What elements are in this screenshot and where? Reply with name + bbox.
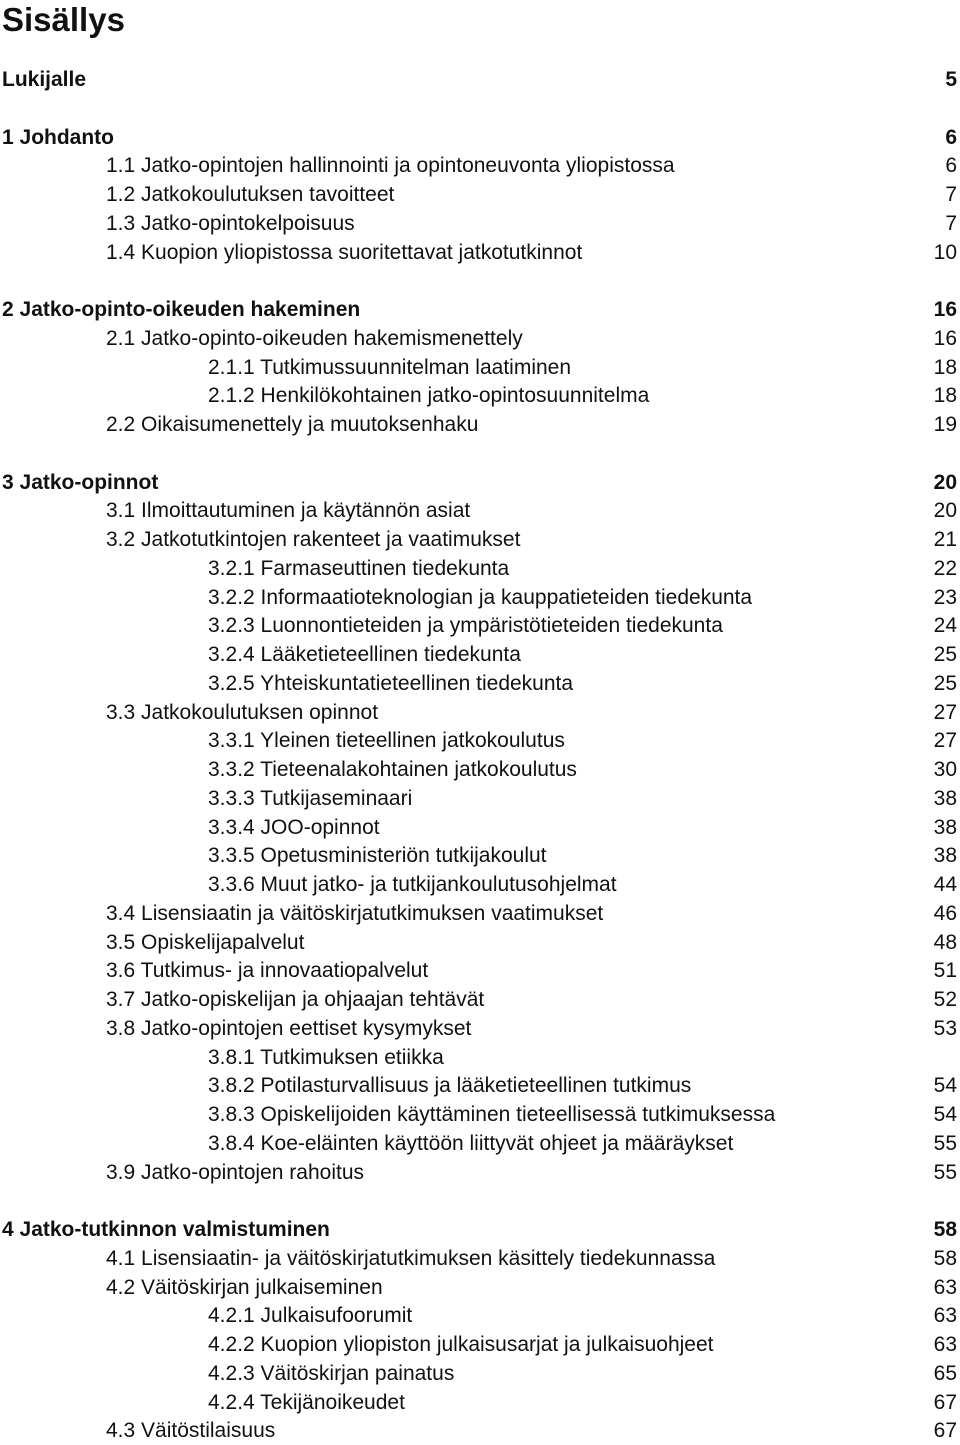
toc-entry-title: 3.6 Tutkimus- ja innovaatiopalvelut: [106, 959, 429, 983]
toc-entry-page-number: 30: [933, 758, 957, 781]
toc-entry[interactable]: [0, 497, 960, 525]
toc-entry-title: 3.5 Opiskelijapalvelut: [106, 930, 305, 954]
toc-entry[interactable]: [0, 756, 960, 784]
toc-entry[interactable]: [0, 1216, 960, 1244]
toc-entry-title: 1.1 Jatko-opintojen hallinnointi ja opintoneuvonta yliopistossa: [106, 154, 675, 178]
toc-entry-page-number: 7: [945, 183, 957, 206]
toc-entry[interactable]: [0, 382, 960, 410]
toc-entry-page-number: 67: [933, 1419, 957, 1443]
toc-entry[interactable]: [0, 1245, 960, 1273]
toc-entry-page-number: 20: [933, 499, 957, 523]
toc-entry-title: 3.4 Lisensiaatin ja väitöskirjatutkimuksen vaatimukset: [106, 901, 604, 925]
toc-entry-page-number: 46: [933, 901, 957, 925]
toc-entry[interactable]: [0, 181, 960, 209]
toc-entry-page-number: 63: [933, 1304, 957, 1328]
toc-entry[interactable]: [0, 785, 960, 813]
toc-entry-page-number: 20: [933, 470, 957, 494]
toc-entry-page-number: 27: [933, 700, 957, 724]
toc-entry-title: 4.2.4 Tekijänoikeudet: [208, 1390, 405, 1414]
toc-entry-page-number: 52: [933, 988, 957, 1011]
toc-entry-page-number: 67: [933, 1390, 957, 1414]
toc-entry-page-number: 21: [933, 528, 957, 551]
toc-entry[interactable]: [0, 584, 960, 612]
toc-entry-title: 3.2.1 Farmaseuttinen tiedekunta: [208, 556, 510, 580]
toc-entry-page-number: 38: [933, 815, 957, 839]
toc-entry[interactable]: [0, 1302, 960, 1330]
toc-entry[interactable]: [0, 699, 960, 727]
toc-entry[interactable]: [0, 469, 960, 497]
toc-entry-title: 3.8.1 Tutkimuksen etiikka: [208, 1045, 444, 1069]
toc-entry-page-number: 51: [933, 959, 957, 983]
toc-entry[interactable]: [0, 957, 960, 985]
toc-entry[interactable]: [0, 986, 960, 1014]
toc-entry-page-number: 44: [933, 873, 957, 896]
toc-entry-title: 4.2.2 Kuopion yliopiston julkaisusarjat ja julkaisuohjeet: [208, 1333, 714, 1356]
toc-entry-title: 3.1 Ilmoittautuminen ja käytännön asiat: [106, 499, 471, 523]
toc-entry-page-number: 25: [933, 671, 957, 695]
toc-entry-title: 3.3 Jatkokoulutuksen opinnot: [106, 700, 379, 724]
toc-entry[interactable]: [0, 727, 960, 755]
toc-entry-page-number: 10: [933, 240, 957, 264]
toc-entry[interactable]: [0, 1389, 960, 1417]
toc-entry-page-number: 53: [933, 1016, 957, 1040]
page-title: Sisällys: [2, 1, 125, 38]
toc-entry-page-number: 27: [933, 729, 957, 753]
toc-entry-page-number: 65: [933, 1361, 957, 1385]
toc-entry-page-number: 54: [933, 1103, 957, 1126]
toc-entry-page-number: 63: [933, 1275, 957, 1299]
toc-entry-title: 4.2.1 Julkaisufoorumit: [208, 1304, 413, 1328]
toc-entry-page-number: 6: [945, 125, 957, 149]
toc-entry-page-number: 18: [933, 384, 957, 408]
toc-entry-title: 3.3.2 Tieteenalakohtainen jatkokoulutus: [208, 758, 577, 781]
toc-entry-title: 3.2.2 Informaatioteknologian ja kauppatieteiden tiedekunta: [208, 585, 753, 609]
toc-entry-page-number: 7: [945, 211, 957, 235]
toc-entry-page-number: 58: [933, 1246, 957, 1270]
toc-entry-title: 3.3.1 Yleinen tieteellinen jatkokoulutus: [208, 729, 565, 753]
toc-entry-title: 3.9 Jatko-opintojen rahoitus: [106, 1160, 364, 1184]
toc-entry[interactable]: [0, 1101, 960, 1129]
toc-entry-page-number: 63: [933, 1333, 957, 1356]
toc-entry-page-number: 54: [933, 1074, 957, 1098]
toc-entry-title: 3.2.3 Luonnontieteiden ja ympäristötieteiden tiedekunta: [208, 614, 723, 638]
toc-entry-page-number: 38: [933, 844, 957, 868]
toc-entry-title: 3.8.3 Opiskelijoiden käyttäminen tieteellisessä tutkimuksessa: [208, 1103, 776, 1126]
toc-entry-title: 4.2.3 Väitöskirjan painatus: [208, 1361, 455, 1385]
toc-entry-page-number: 16: [933, 326, 957, 350]
toc-entry[interactable]: [0, 239, 960, 267]
toc-entry[interactable]: [0, 1044, 960, 1072]
toc-entry-title: 3.3.3 Tutkijaseminaari: [208, 786, 413, 810]
toc-entry-title: 4.3 Väitöstilaisuus: [106, 1419, 276, 1443]
toc-entry[interactable]: [0, 612, 960, 640]
toc-entry[interactable]: [0, 871, 960, 899]
toc-entry-page-number: 55: [933, 1160, 957, 1184]
toc-entry-page-number: 23: [933, 585, 957, 609]
toc-entry-page-number: 55: [933, 1131, 957, 1155]
toc-entry-title: 2.1.1 Tutkimussuunnitelman laatiminen: [208, 355, 572, 379]
toc-entry-page-number: 18: [933, 355, 957, 379]
toc-entry[interactable]: [0, 641, 960, 669]
toc-entry-page-number: 48: [933, 930, 957, 954]
toc-entry-title: 1.2 Jatkokoulutuksen tavoitteet: [106, 183, 395, 206]
toc-entry[interactable]: [0, 325, 960, 353]
toc-entry-title: 1.4 Kuopion yliopistossa suoritettavat jatkotutkinnot: [106, 240, 583, 264]
toc-entry[interactable]: [0, 124, 960, 152]
toc-entry-title: 3.2.4 Lääketieteellinen tiedekunta: [208, 643, 521, 666]
toc-entry-page-number: 24: [933, 614, 957, 638]
toc-entry-page-number: 5: [945, 68, 957, 91]
toc-entry-page-number: 6: [945, 154, 957, 178]
toc-entry-title: 1 Johdanto: [2, 125, 115, 149]
toc-entry[interactable]: [0, 1417, 960, 1445]
toc-entry-title: 3.2 Jatkotutkintojen rakenteet ja vaatimukset: [106, 528, 521, 551]
toc-entry-title: 2.1.2 Henkilökohtainen jatko-opintosuunnitelma: [208, 384, 650, 408]
toc-entry[interactable]: [0, 814, 960, 842]
toc-entry[interactable]: [0, 1331, 960, 1359]
toc-entry[interactable]: [0, 1360, 960, 1388]
toc-entry-title: 2 Jatko-opinto-oikeuden hakeminen: [2, 298, 361, 321]
toc-entry-title: 3.3.5 Opetusministeriön tutkijakoulut: [208, 844, 547, 868]
toc-entry-title: 3.3.6 Muut jatko- ja tutkijankoulutusohjelmat: [208, 873, 617, 896]
toc-entry[interactable]: [0, 670, 960, 698]
toc-entry[interactable]: [0, 1159, 960, 1187]
toc-entry[interactable]: [0, 1015, 960, 1043]
toc-entry-title: 2.2 Oikaisumenettely ja muutoksenhaku: [106, 413, 479, 436]
toc-entry[interactable]: [0, 900, 960, 928]
toc-entry-page-number: 58: [933, 1218, 957, 1241]
toc-entry-page-number: 19: [933, 413, 957, 436]
toc-entry-title: 4 Jatko-tutkinnon valmistuminen: [2, 1218, 330, 1241]
toc-entry-title: 3.8.4 Koe-eläinten käyttöön liittyvät ohjeet ja määräykset: [208, 1131, 734, 1155]
toc-entry[interactable]: [0, 555, 960, 583]
toc-entry[interactable]: [0, 210, 960, 238]
toc-entry-title: 4.1 Lisensiaatin- ja väitöskirjatutkimuksen käsittely tiedekunnassa: [106, 1246, 716, 1270]
toc-entry-title: 3.8.2 Potilasturvallisuus ja lääketieteellinen tutkimus: [208, 1074, 692, 1098]
toc-entry[interactable]: [0, 1130, 960, 1158]
toc-entry-page-number: 38: [933, 786, 957, 810]
toc-entry[interactable]: [0, 929, 960, 957]
toc-entry[interactable]: [0, 1072, 960, 1100]
toc-entry[interactable]: [0, 842, 960, 870]
toc-entry[interactable]: [0, 411, 960, 439]
toc-entry[interactable]: [0, 296, 960, 324]
toc-entry[interactable]: [0, 526, 960, 554]
toc-entry-title: 1.3 Jatko-opintokelpoisuus: [106, 211, 355, 235]
toc-entry-title: 3.8 Jatko-opintojen eettiset kysymykset: [106, 1016, 472, 1040]
toc-entry-page-number: 22: [933, 556, 957, 580]
toc-entry-title: 4.2 Väitöskirjan julkaiseminen: [106, 1275, 383, 1299]
toc-entry[interactable]: [0, 354, 960, 382]
toc-entry[interactable]: [0, 1274, 960, 1302]
toc-entry-title: Lukijalle: [2, 68, 87, 91]
toc-entry-title: 3 Jatko-opinnot: [2, 470, 159, 494]
toc-entry-title: 2.1 Jatko-opinto-oikeuden hakemismenettely: [106, 326, 523, 350]
toc-entry-title: 3.7 Jatko-opiskelijan ja ohjaajan tehtävät: [106, 988, 485, 1011]
toc-entry[interactable]: [0, 152, 960, 180]
toc-entry[interactable]: [0, 66, 960, 94]
toc-entry-page-number: 25: [933, 643, 957, 666]
toc-entry-title: 3.2.5 Yhteiskuntatieteellinen tiedekunta: [208, 671, 574, 695]
toc-entry-title: 3.3.4 JOO-opinnot: [208, 815, 380, 839]
toc-entry-page-number: 16: [933, 298, 957, 321]
